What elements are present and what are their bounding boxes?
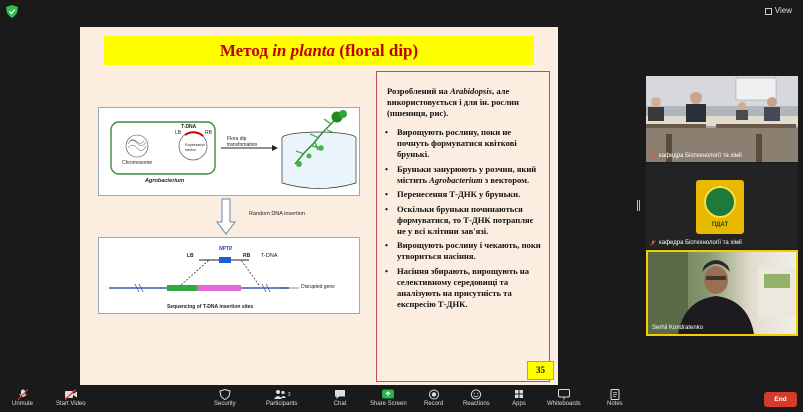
diagram-panel-transformation [98,107,360,196]
mic-muted-icon [650,153,656,159]
tile-name-bar [650,240,742,246]
participant-name: кафедра Біотехнології та хімії [659,240,742,246]
slide-title: Метод in planta (floral dip) [219,40,419,60]
video-off-icon [64,389,78,400]
intro-text: Розроблений на Arabidopsis, але використовується і для ін. рослин (пшениця, рис). [387,86,519,118]
rb2-label: RB [243,253,251,259]
rb-label: RB [205,130,212,136]
random-insertion-label: Random DNA insertion [249,211,305,217]
start-video-button[interactable] [56,389,86,411]
record-icon [427,389,441,400]
end-meeting-button[interactable]: End [764,392,797,407]
list-item: • Оскільки бруньки починаються формуватися, то Т-ДНК потрапляє не у всі клітини зав'язі. [385,204,543,237]
list-item: • Насіння збирають, вирощують на селективному середовищі та аналізують на присутність та експресію Т-ДНК. [385,266,543,310]
shield-icon[interactable] [6,5,18,18]
panel-resize-handle[interactable] [637,200,640,211]
slide-page-number: 35 [527,361,554,380]
record-label: Record [424,401,444,407]
video-tile-logo[interactable] [646,163,798,249]
chat-label: Chat [333,401,347,407]
video-tile-classroom[interactable] [646,76,798,162]
speaker-video-feed [648,252,796,334]
slide-text-box [376,71,550,382]
steps-list [385,127,543,310]
university-logo [696,180,744,234]
chat-icon [333,389,347,400]
lb2-label: LB [187,253,194,259]
mic-muted-icon [16,389,30,400]
list-item: • Перенесення Т-ДНК у бруньки. [385,189,543,200]
diagram-panel-insertion [98,237,360,314]
list-item: • Вирощують рослину і чекають, поки утвориться насіння. [385,240,543,262]
share-screen-label: Share Screen [370,401,407,407]
sequencing-label: Sequencing of T-DNA insertion sites [167,304,254,310]
nptii-label: NPTII [219,246,232,252]
unmute-label: Unmute [12,401,34,407]
participants-icon [273,389,287,400]
whiteboards-button[interactable] [547,389,581,411]
tdna2-label: T-DNA [261,253,278,259]
participant-name: Serhii Kondratenko [652,325,704,331]
participants-label: Participants [266,401,298,407]
share-screen-icon [381,389,395,400]
tile-name-bar [650,153,742,159]
logo-text: ПДАТ [711,222,729,228]
transformation-illustration [99,108,361,197]
chat-button[interactable] [333,389,347,411]
unmute-button[interactable] [12,389,33,411]
notes-button[interactable] [607,389,623,411]
view-button[interactable] [760,4,797,18]
chromosome-label: Chromosome [122,160,153,166]
apps-button[interactable] [512,389,526,411]
record-button[interactable] [424,389,443,411]
participant-name: кафедра Біотехнології та хімії [659,153,742,159]
security-button[interactable] [214,389,236,411]
logo-emblem-icon [704,186,736,218]
disrupted-gene-label: Disrupted gene [301,284,335,290]
meeting-toolbar [0,386,803,412]
list-item: • Вирощують рослину, поки не почнуть формуватися квіткові брунькі. [385,127,543,160]
notes-icon [608,389,622,400]
start-video-label: Start Video [56,401,86,407]
whiteboard-icon [557,389,571,400]
view-label: View [774,6,792,15]
security-label: Security [214,401,236,407]
expression-vector-label: Expression vector [185,142,205,152]
floral-dip-diagram [98,107,360,332]
flora-dip-label: Flora dip transfomation [227,136,258,148]
apps-icon [512,389,526,400]
shared-slide [80,27,558,385]
tdna-label: T-DNA [181,124,197,130]
classroom-video-feed [646,76,798,162]
participants-icon-wrap [271,389,293,400]
apps-label: Apps [512,401,526,407]
tile-name-bar [652,325,703,331]
lb-label: LB [175,130,182,136]
whiteboards-label: Whiteboards [547,401,581,407]
top-bar [0,0,803,24]
participants-button[interactable] [266,389,297,411]
agrobacterium-label: Agrobacterium [145,178,185,184]
list-item: • Бруньки занурюють у розчин, який містить Agrobacterium з вектором. [385,164,543,186]
notes-label: Notes [607,401,623,407]
grid-view-icon [765,8,772,15]
mic-muted-icon [650,240,656,246]
share-screen-button[interactable] [370,389,407,411]
shield-icon [218,389,232,400]
slide-title-bar [104,36,534,65]
reactions-button[interactable] [463,389,490,411]
down-arrow-icon [216,198,236,236]
video-tile-active-speaker[interactable] [646,250,798,336]
smiley-icon [469,389,483,400]
participants-count: 3 [287,391,291,398]
reactions-label: Reactions [463,401,490,407]
